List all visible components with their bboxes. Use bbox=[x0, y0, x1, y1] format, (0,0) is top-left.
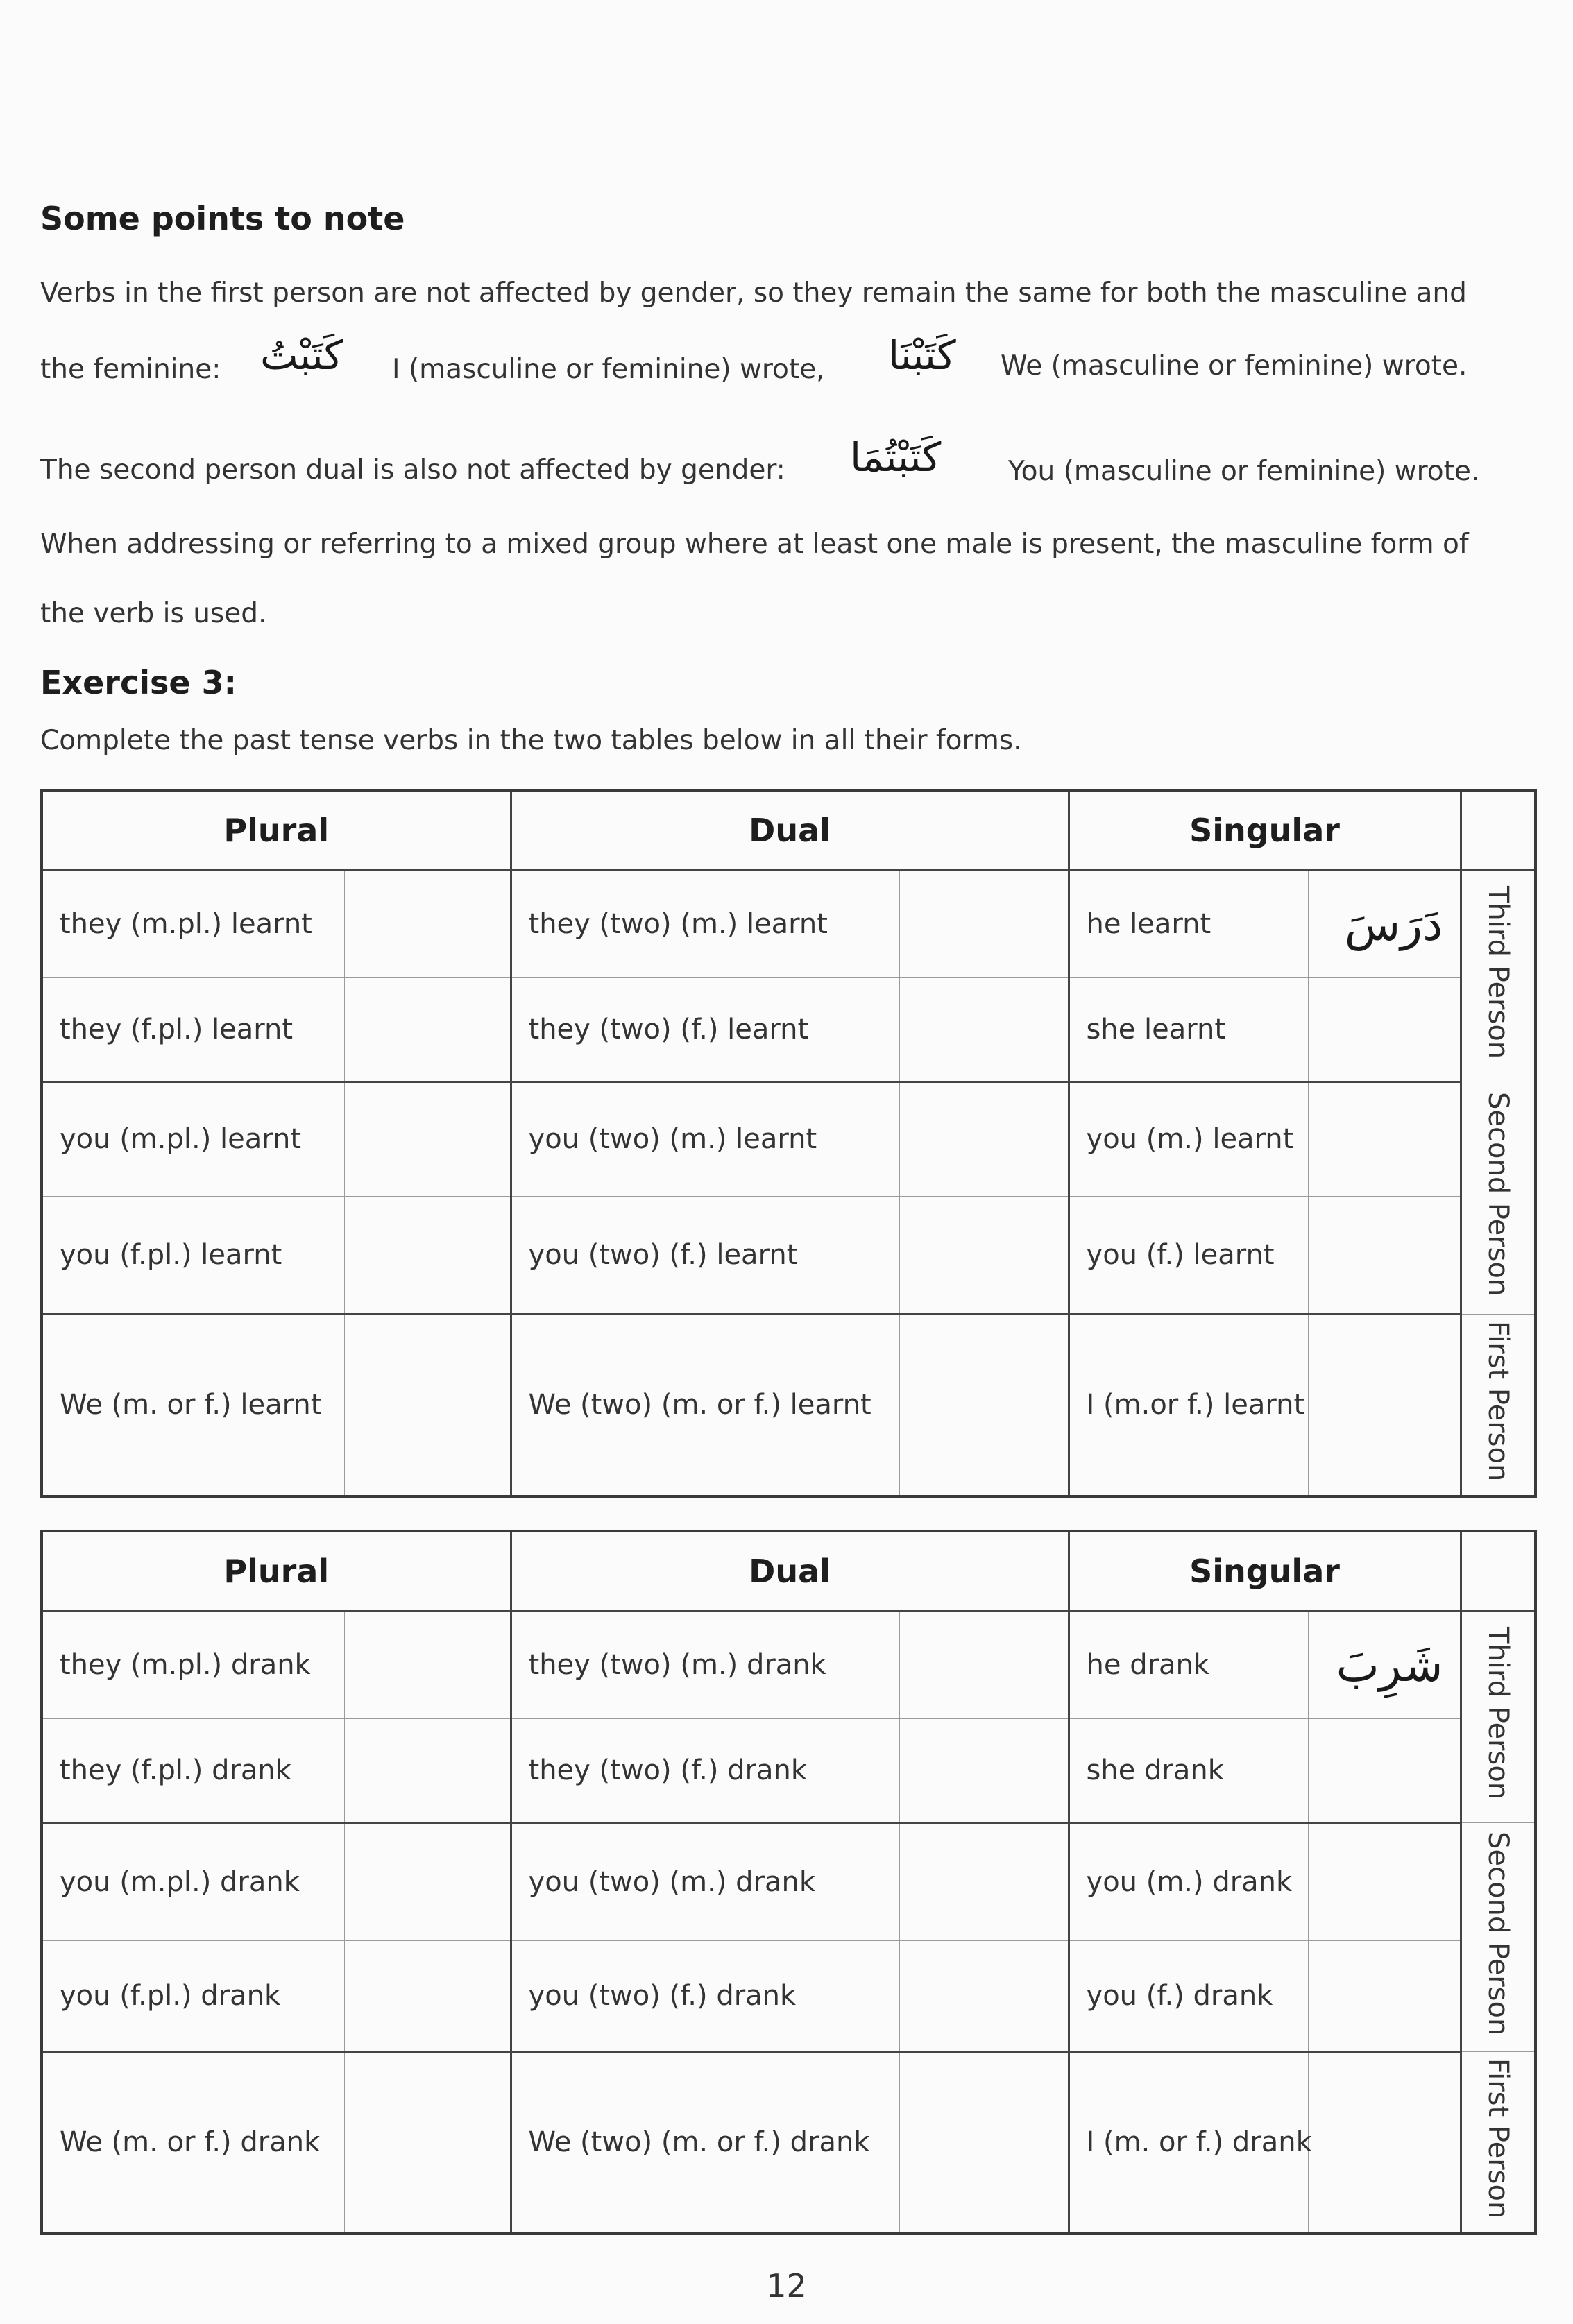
table-row bbox=[42, 977, 1536, 1082]
answer-cell[interactable] bbox=[344, 870, 511, 977]
cell-dual: they (two) (m.) learnt bbox=[511, 870, 899, 977]
cell-dual: they (two) (f.) learnt bbox=[511, 977, 899, 1082]
cell-singular: I (m.or f.) learnt bbox=[1069, 1314, 1308, 1496]
arabic-darasa: دَرَسَ bbox=[1344, 897, 1443, 951]
answer-cell[interactable] bbox=[344, 2051, 511, 2234]
cell-plural: We (m. or f.) drank bbox=[42, 2051, 344, 2234]
answer-cell[interactable] bbox=[1308, 1082, 1461, 1196]
answer-cell[interactable] bbox=[899, 1082, 1069, 1196]
person-label-second: Second Person bbox=[1461, 1082, 1536, 1314]
answer-cell[interactable] bbox=[899, 1940, 1069, 2051]
cell-dual: you (two) (f.) drank bbox=[511, 1940, 899, 2051]
cell-singular: you (f.) learnt bbox=[1069, 1196, 1308, 1314]
header-dual: Dual bbox=[511, 1531, 1069, 1611]
exercise-instruction: Complete the past tense verbs in the two tables below in all their forms. bbox=[40, 725, 1022, 756]
person-label-third: Third Person bbox=[1461, 1611, 1536, 1822]
table-row bbox=[42, 1196, 1536, 1314]
cell-dual: they (two) (m.) drank bbox=[511, 1611, 899, 1718]
verb-table-darasa bbox=[40, 789, 1537, 1498]
cell-plural: We (m. or f.) learnt bbox=[42, 1314, 344, 1496]
cell-singular: you (m.) learnt bbox=[1069, 1082, 1308, 1196]
cell-dual: We (two) (m. or f.) learnt bbox=[511, 1314, 899, 1496]
table-row bbox=[42, 1314, 1536, 1496]
cell-singular: he drank bbox=[1069, 1611, 1308, 1718]
answer-cell[interactable] bbox=[344, 1082, 511, 1196]
exercise-title: Exercise 3: bbox=[40, 664, 237, 701]
answer-cell[interactable] bbox=[899, 2051, 1069, 2234]
cell-dual: you (two) (f.) learnt bbox=[511, 1196, 899, 1314]
notes-line-1: Verbs in the first person are not affected by gender, so they remain the same for both the masculine and bbox=[40, 277, 1467, 309]
answer-cell[interactable] bbox=[899, 870, 1069, 977]
cell-plural: they (f.pl.) drank bbox=[42, 1718, 344, 1822]
notes-line-4: When addressing or referring to a mixed group where at least one male is present, the masculine form of bbox=[40, 529, 1469, 560]
person-label-second: Second Person bbox=[1461, 1822, 1536, 2051]
header-dual: Dual bbox=[511, 790, 1069, 870]
arabic-katabtu: كَتَبْتُ bbox=[260, 332, 343, 379]
answer-cell[interactable] bbox=[899, 1822, 1069, 1940]
header-singular: Singular bbox=[1069, 790, 1461, 870]
cell-dual: We (two) (m. or f.) drank bbox=[511, 2051, 899, 2234]
cell-plural: you (f.pl.) drank bbox=[42, 1940, 344, 2051]
cell-plural: they (f.pl.) learnt bbox=[42, 977, 344, 1082]
cell-dual: you (two) (m.) drank bbox=[511, 1822, 899, 1940]
cell-dual: they (two) (f.) drank bbox=[511, 1718, 899, 1822]
arabic-katabna: كَتَبْنَا bbox=[888, 332, 956, 379]
header-blank bbox=[1461, 1531, 1536, 1611]
notes-line-3-prefix: The second person dual is also not affected by gender: bbox=[40, 454, 785, 486]
table-row bbox=[42, 1082, 1536, 1196]
answer-cell[interactable] bbox=[1308, 977, 1461, 1082]
cell-singular: you (m.) drank bbox=[1069, 1822, 1308, 1940]
cell-plural: you (f.pl.) learnt bbox=[42, 1196, 344, 1314]
notes-line-2-mid: I (masculine or feminine) wrote, bbox=[392, 354, 825, 385]
cell-plural: they (m.pl.) learnt bbox=[42, 870, 344, 977]
answer-cell[interactable] bbox=[899, 1611, 1069, 1718]
table-row bbox=[42, 1611, 1536, 1718]
answer-cell[interactable] bbox=[1308, 2051, 1461, 2234]
cell-dual: you (two) (m.) learnt bbox=[511, 1082, 899, 1196]
table-row bbox=[42, 870, 1536, 977]
header-plural: Plural bbox=[42, 790, 511, 870]
answer-cell[interactable] bbox=[344, 1822, 511, 1940]
person-label-first: First Person bbox=[1461, 1314, 1536, 1496]
cell-singular: she learnt bbox=[1069, 977, 1308, 1082]
page-number: 12 bbox=[766, 2267, 807, 2305]
cell-singular: he learnt bbox=[1069, 870, 1308, 977]
answer-cell[interactable] bbox=[344, 1196, 511, 1314]
cell-plural: you (m.pl.) drank bbox=[42, 1822, 344, 1940]
answer-cell[interactable] bbox=[899, 977, 1069, 1082]
answer-cell[interactable] bbox=[344, 1611, 511, 1718]
answer-cell[interactable] bbox=[899, 1718, 1069, 1822]
cell-singular: she drank bbox=[1069, 1718, 1308, 1822]
answer-cell[interactable] bbox=[1308, 1940, 1461, 2051]
answer-cell[interactable] bbox=[344, 1718, 511, 1822]
table-row bbox=[42, 1940, 1536, 2051]
header-plural: Plural bbox=[42, 1531, 511, 1611]
answer-cell[interactable] bbox=[1308, 1718, 1461, 1822]
cell-plural: they (m.pl.) drank bbox=[42, 1611, 344, 1718]
header-blank bbox=[1461, 790, 1536, 870]
notes-line-3-end: You (masculine or feminine) wrote. bbox=[1008, 456, 1480, 487]
notes-heading: Some points to note bbox=[40, 200, 405, 237]
answer-cell[interactable] bbox=[1308, 1822, 1461, 1940]
arabic-katabtuma: كَتَبْتُمَا bbox=[850, 434, 942, 481]
answer-cell[interactable] bbox=[344, 1940, 511, 2051]
table-row bbox=[42, 2051, 1536, 2234]
answer-cell[interactable] bbox=[344, 1314, 511, 1496]
answer-cell[interactable] bbox=[1308, 1196, 1461, 1314]
arabic-root-cell bbox=[1308, 870, 1461, 977]
answer-cell[interactable] bbox=[899, 1314, 1069, 1496]
person-label-third: Third Person bbox=[1461, 870, 1536, 1082]
header-singular: Singular bbox=[1069, 1531, 1461, 1611]
arabic-shariba: شَرِبَ bbox=[1336, 1638, 1443, 1692]
verb-table-shariba bbox=[40, 1530, 1537, 2235]
table-row bbox=[42, 1718, 1536, 1822]
person-label-first: First Person bbox=[1461, 2051, 1536, 2234]
notes-line-2-prefix: the feminine: bbox=[40, 354, 221, 385]
table-row bbox=[42, 1822, 1536, 1940]
notes-line-5: the verb is used. bbox=[40, 598, 267, 629]
cell-plural: you (m.pl.) learnt bbox=[42, 1082, 344, 1196]
cell-singular: I (m. or f.) drank bbox=[1069, 2051, 1308, 2234]
arabic-root-cell bbox=[1308, 1611, 1461, 1718]
answer-cell[interactable] bbox=[1308, 1314, 1461, 1496]
answer-cell[interactable] bbox=[344, 977, 511, 1082]
cell-singular: you (f.) drank bbox=[1069, 1940, 1308, 2051]
answer-cell[interactable] bbox=[899, 1196, 1069, 1314]
notes-line-2-end: We (masculine or feminine) wrote. bbox=[1001, 350, 1468, 382]
